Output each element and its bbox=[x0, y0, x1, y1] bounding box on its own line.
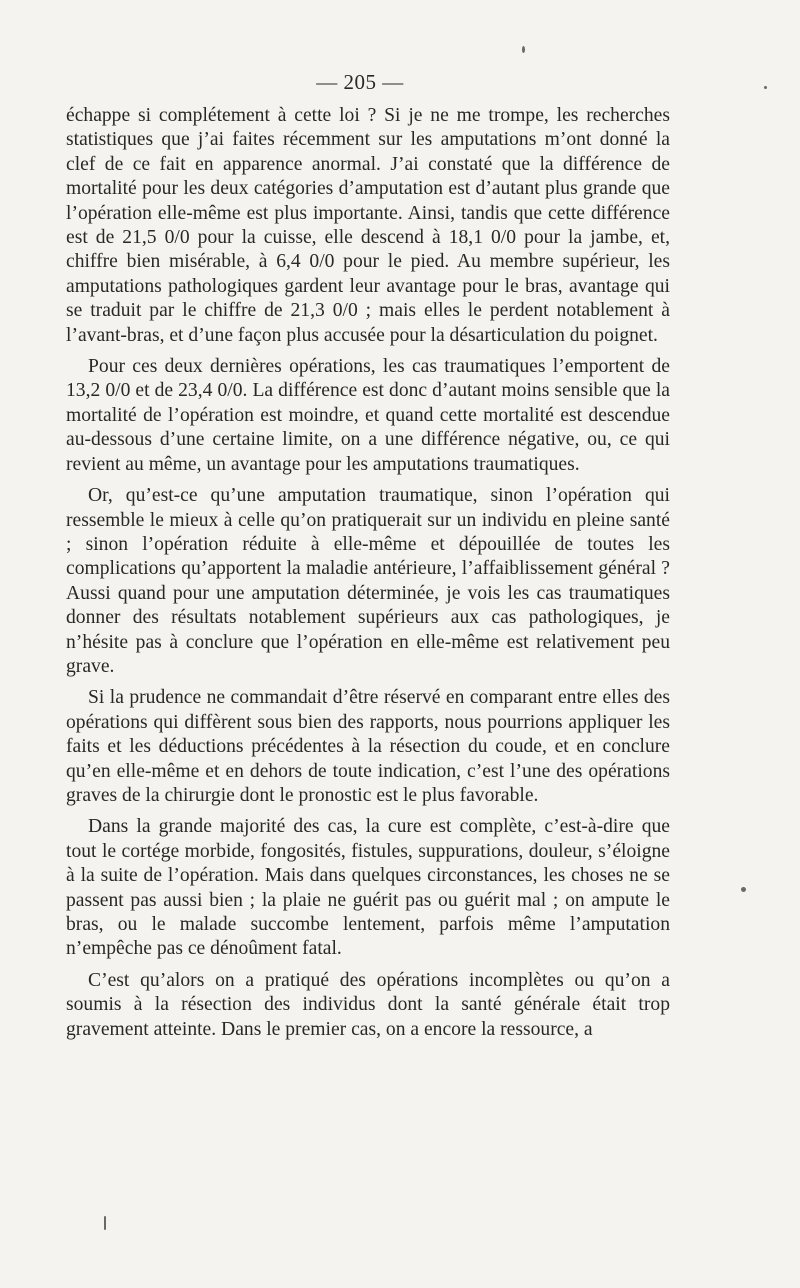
paragraph-1: échappe si complétement à cette loi ? Si je ne me trompe, les recherches statistiques que j’ai faites récemment sur les amputations m’ont donné la clef de ce fait en apparence anormal. J’ai constaté que la différence de mortalité pour les deux catégories d’amputation est d’autant plus grande que l’opération elle-même est plus importante. Ainsi, tandis que cette différence est de 21,5 0/0 pour la cuisse, elle descend à 18,1 0/0 pour la jambe, et, chiffre bien misérable, à 6,4 0/0 pour le pied. Au membre supérieur, les amputations pathologiques gardent leur avantage pour le bras, avantage qui se traduit par le chiffre de 21,3 0/0 ; mais elles le perdent notablement à l’avant-bras, et d’une façon plus accusée pour la désarticulation du poignet. bbox=[66, 105, 670, 346]
paper-speck bbox=[522, 46, 525, 53]
page-number: — 205 — bbox=[316, 70, 404, 94]
paragraph-4: Si la prudence ne commandait d’être réservé en comparant entre elles des opérations qui diffèrent sous bien des rapports, nous pourrions appliquer les faits et les déductions précédentes à la résection du coude, et en conclure qu’en elle-même et en dehors de toute indication, c’est l’une des opérations graves de la chirurgie dont le pronostic est le plus favorable. bbox=[66, 687, 670, 806]
paper-speck bbox=[741, 887, 746, 892]
paragraph-6: C’est qu’alors on a pratiqué des opérations incomplètes ou qu’on a soumis à la résection des individus dont la santé générale était trop gravement atteinte. Dans le premier cas, on a encore la ressource, a bbox=[66, 969, 670, 1040]
paragraph-5: Dans la grande majorité des cas, la cure est complète, c’est-à-dire que tout le cortége morbide, fongosités, fistules, suppurations, douleur, s’éloigne à la suite de l’opération. Mais dans quelques circonstances, les choses ne se passent pas aussi bien ; la plaie ne guérit pas ou guérit mal ; on ampute le bras, ou le malade succombe lentement, parfois même l’amputation n’empêche pas ce dénoûment fatal. bbox=[66, 816, 670, 960]
paragraph-2: Pour ces deux dernières opérations, les cas traumatiques l’emportent de 13,2 0/0 et de 23,4 0/0. La différence est donc d’autant moins sensible que la mortalité de l’opération est moindre, et quand cette mortalité est descendue au-dessous d’une certaine limite, on a une différence négative, ou, ce qui revient au même, un avantage pour les amputations traumatiques. bbox=[66, 356, 670, 475]
paper-speck bbox=[764, 86, 767, 89]
body-text bbox=[66, 104, 670, 1049]
paper-speck bbox=[104, 1216, 106, 1230]
paragraph-3: Or, qu’est-ce qu’une amputation traumatique, sinon l’opération qui ressemble le mieux à celle qu’on pratiquerait sur un individu en pleine santé ; sinon l’opération réduite à elle-même et dépouillée de toutes les complications qu’apportent la maladie antérieure, l’affaiblissement général ? Aussi quand pour une amputation déterminée, je vois les cas traumatiques donner des résultats notablement supérieurs aux cas pathologiques, je n’hésite pas à conclure que l’opération en elle-même est relativement peu grave. bbox=[66, 485, 670, 677]
